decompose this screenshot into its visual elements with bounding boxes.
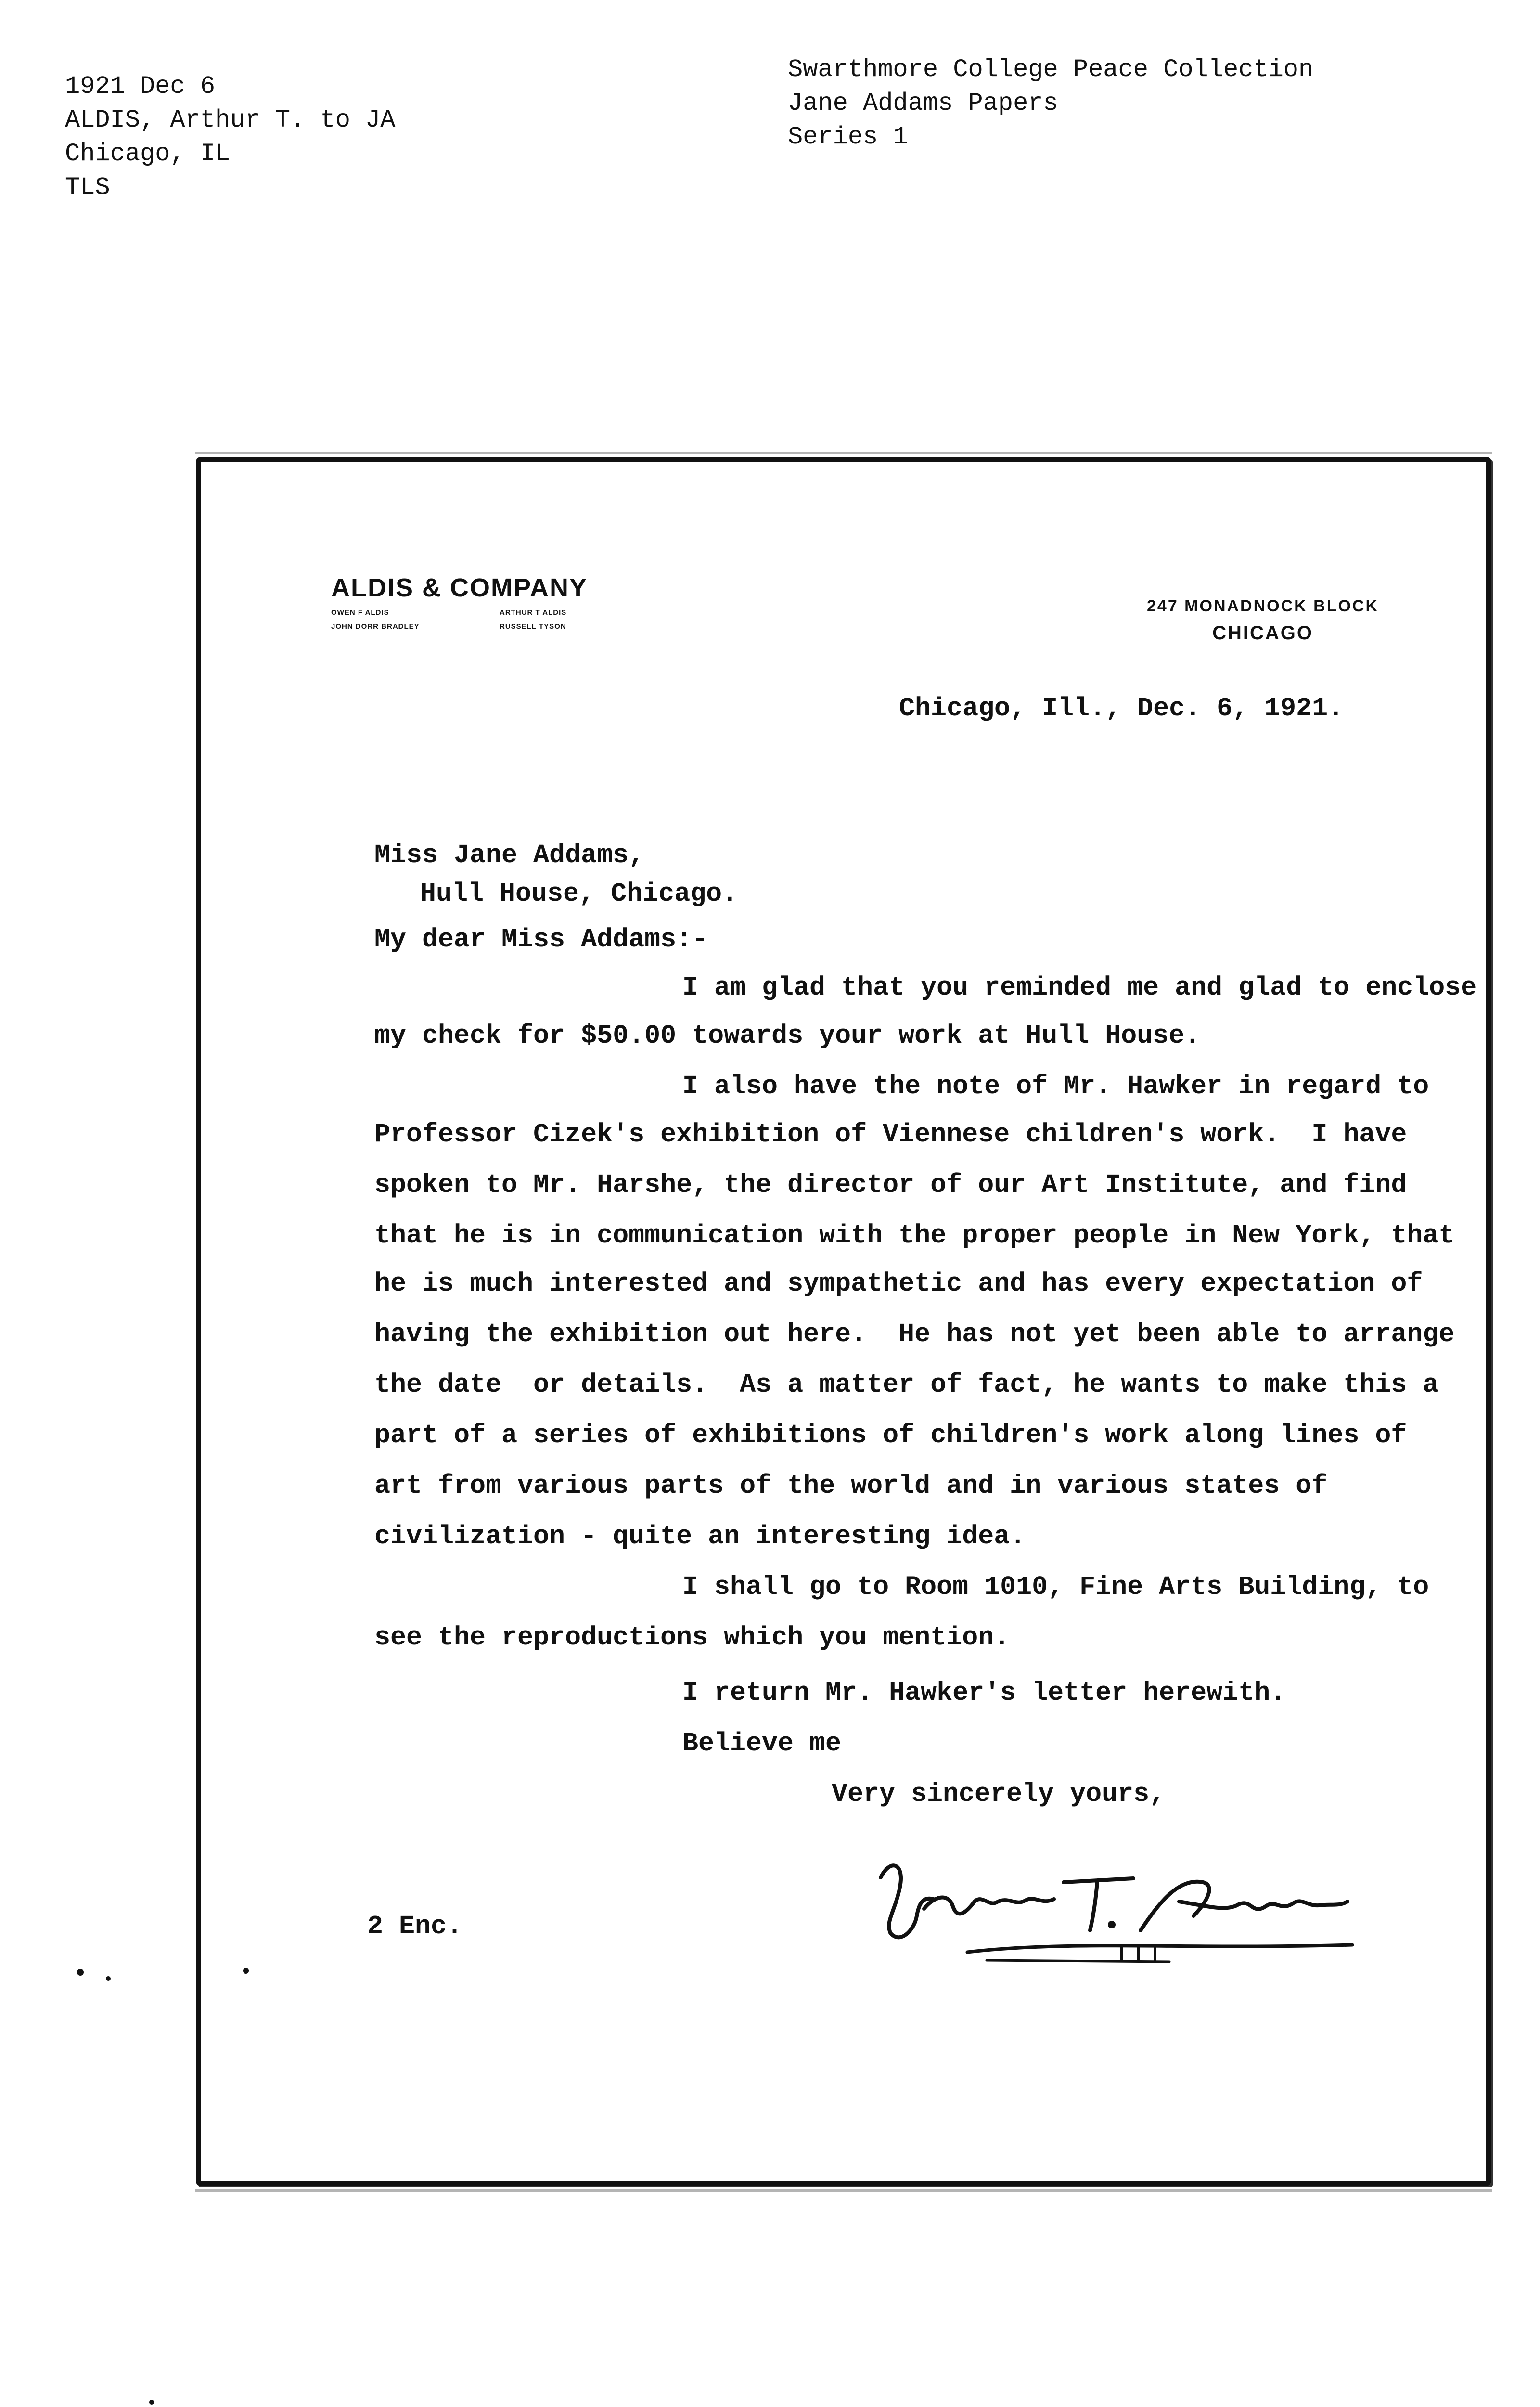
partner-name: RUSSELL TYSON	[500, 622, 566, 631]
closing-phrase: Believe me	[682, 1728, 842, 1759]
catalog-correspondents: ALDIS, Arthur T. to JA	[65, 106, 396, 134]
papers-name: Jane Addams Papers	[788, 89, 1058, 117]
paragraph-line: Professor Cizek's exhibition of Viennese children's work. I have	[374, 1119, 1407, 1150]
closing-phrase: Very sincerely yours,	[832, 1779, 1166, 1809]
paragraph-line: I am glad that you reminded me and glad to enclose	[682, 972, 1477, 1003]
catalog-info-right	[788, 53, 1313, 154]
salutation: My dear Miss Addams:-	[374, 924, 708, 955]
paragraph-line: my check for $50.00 towards your work at Hull House.	[374, 1021, 1201, 1051]
partner-name: JOHN DORR BRADLEY	[331, 622, 420, 631]
signature	[871, 1849, 1362, 1974]
paragraph-line: spoken to Mr. Harshe, the director of our Art Institute, and find	[374, 1170, 1407, 1200]
paragraph-line: see the reproductions which you mention.	[374, 1622, 1010, 1653]
catalog-place: Chicago, IL	[65, 140, 231, 168]
date-line: Chicago, Ill., Dec. 6, 1921.	[899, 693, 1344, 724]
paragraph-line: art from various parts of the world and in various states of	[374, 1471, 1328, 1501]
recipient-name: Miss Jane Addams,	[374, 840, 645, 870]
catalog-date: 1921 Dec 6	[65, 72, 216, 101]
paragraph-line: I also have the note of Mr. Hawker in regard to	[682, 1071, 1429, 1101]
paragraph-line: he is much interested and sympathetic and has every expectation of	[374, 1268, 1423, 1299]
paragraph-line: that he is in communication with the proper people in New York, that	[374, 1220, 1455, 1251]
scan-speck	[149, 2400, 154, 2405]
address-city: CHICAGO	[1212, 622, 1313, 644]
catalog-type: TLS	[65, 173, 110, 202]
enclosure-note: 2 Enc.	[367, 1911, 463, 1941]
paragraph-line: the date or details. As a matter of fact, he wants to make this a	[374, 1370, 1439, 1400]
paragraph-line: part of a series of exhibitions of children's work along lines of	[374, 1420, 1407, 1450]
collection-name: Swarthmore College Peace Collection	[788, 55, 1314, 84]
paragraph-line: civilization - quite an interesting idea.	[374, 1521, 1026, 1552]
partner-name: OWEN F ALDIS	[331, 608, 389, 617]
company-name: ALDIS & COMPANY	[331, 573, 588, 602]
address-street: 247 MONADNOCK BLOCK	[1147, 597, 1379, 615]
letter-page	[196, 457, 1491, 2186]
partner-name: ARTHUR T ALDIS	[500, 608, 567, 617]
recipient-address: Hull House, Chicago.	[420, 879, 738, 909]
paragraph-line: I return Mr. Hawker's letter herewith.	[682, 1678, 1286, 1708]
catalog-info-left	[65, 70, 396, 205]
paragraph-line: I shall go to Room 1010, Fine Arts Building, to	[682, 1572, 1429, 1602]
scan-speck	[77, 1969, 84, 1976]
series-name: Series 1	[788, 123, 908, 151]
scan-speck	[243, 1968, 249, 1974]
paragraph-line: having the exhibition out here. He has not yet been able to arrange	[374, 1319, 1455, 1349]
scan-speck	[106, 1976, 111, 1981]
